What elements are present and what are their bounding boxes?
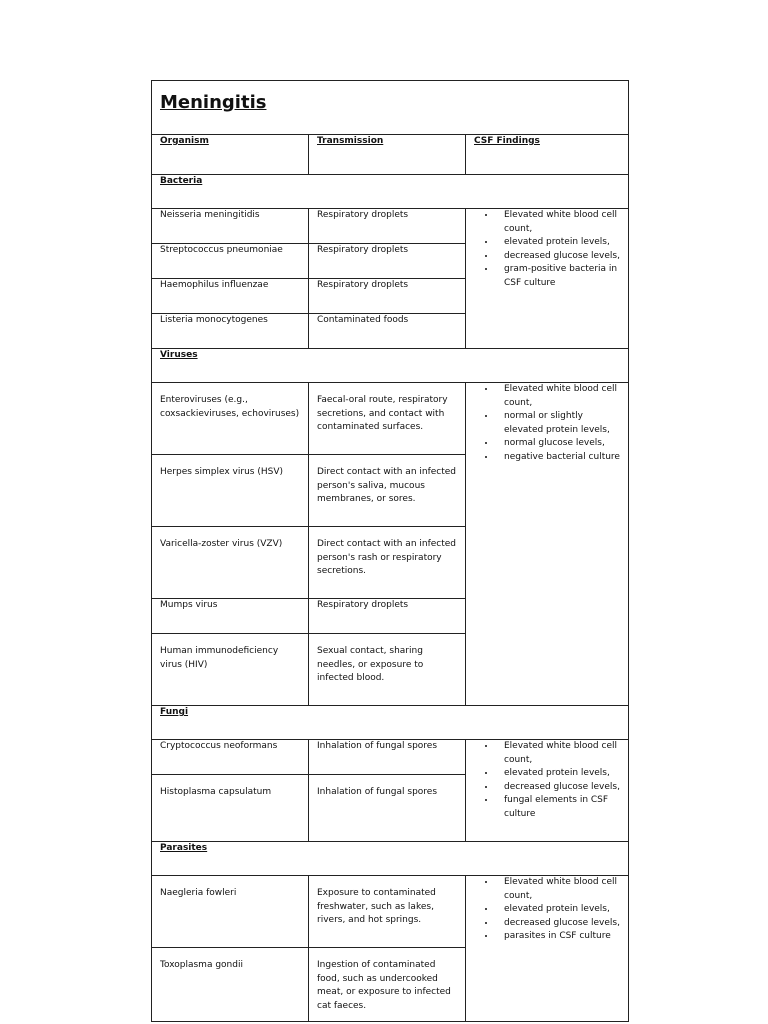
list-item: • decreased glucose levels, — [496, 781, 620, 795]
title-row — [152, 81, 629, 135]
list-item: • elevated protein levels, — [496, 903, 620, 917]
transmission-cell: Direct contact with an infected person's saliva, mucous membranes, or sores. — [309, 455, 466, 527]
list-item: • decreased glucose levels, — [496, 250, 620, 264]
csf-findings-cell — [466, 876, 629, 1022]
organism-cell: Listeria monocytogenes — [152, 314, 309, 349]
section-row-parasites — [152, 842, 629, 876]
organism-cell: Histoplasma capsulatum — [152, 775, 309, 842]
organism-cell: Neisseria meningitidis — [152, 209, 309, 244]
transmission-cell: Inhalation of fungal spores — [309, 740, 466, 775]
organism-cell: Toxoplasma gondii — [152, 948, 309, 1022]
list-item: • decreased glucose levels, — [496, 917, 620, 931]
transmission-cell: Respiratory droplets — [309, 209, 466, 244]
section-title: Fungi — [160, 707, 189, 717]
csf-findings-cell — [466, 209, 629, 349]
list-item: • normal or slightly elevated protein levels, — [496, 410, 620, 437]
organism-cell: Herpes simplex virus (HSV) — [152, 455, 309, 527]
section-title: Viruses — [160, 350, 198, 360]
list-item: • fungal elements in CSF culture — [496, 794, 620, 821]
list-item: • Elevated white blood cell count, — [496, 383, 620, 410]
organism-cell: Human immunodeficiency virus (HIV) — [152, 634, 309, 706]
column-header-transmission: Transmission — [317, 136, 384, 146]
section-title: Parasites — [160, 843, 208, 853]
transmission-cell: Exposure to contaminated freshwater, such as lakes, rivers, and hot springs. — [309, 876, 466, 948]
list-item: • gram-positive bacteria in CSF culture — [496, 263, 620, 290]
list-item: • elevated protein levels, — [496, 236, 620, 250]
list-item: • elevated protein levels, — [496, 767, 620, 781]
csf-findings-list — [474, 209, 620, 290]
transmission-cell: Sexual contact, sharing needles, or exposure to infected blood. — [309, 634, 466, 706]
transmission-cell: Respiratory droplets — [309, 279, 466, 314]
csf-findings-list — [474, 383, 620, 464]
transmission-cell: Inhalation of fungal spores — [309, 775, 466, 842]
csf-findings-list — [474, 740, 620, 821]
list-item: • normal glucose levels, — [496, 437, 620, 451]
section-row-bacteria — [152, 175, 629, 209]
organism-cell: Mumps virus — [152, 599, 309, 634]
transmission-cell: Respiratory droplets — [309, 599, 466, 634]
transmission-cell: Direct contact with an infected person's rash or respiratory secretions. — [309, 527, 466, 599]
organism-cell: Naegleria fowleri — [152, 876, 309, 948]
organism-cell: Cryptococcus neoformans — [152, 740, 309, 775]
organism-cell: Varicella-zoster virus (VZV) — [152, 527, 309, 599]
table-row — [152, 383, 629, 455]
list-item: • parasites in CSF culture — [496, 930, 620, 944]
section-title: Bacteria — [160, 176, 203, 186]
transmission-cell: Ingestion of contaminated food, such as undercooked meat, or exposure to infected cat faeces. — [309, 948, 466, 1022]
section-row-fungi — [152, 706, 629, 740]
column-header-csf-findings: CSF Findings — [474, 136, 540, 146]
table-row — [152, 876, 629, 948]
csf-findings-cell — [466, 383, 629, 706]
header-row — [152, 135, 629, 175]
table-row — [152, 740, 629, 775]
list-item: • Elevated white blood cell count, — [496, 740, 620, 767]
csf-findings-list — [474, 876, 620, 944]
page-title: Meningitis — [160, 92, 267, 113]
transmission-cell: Contaminated foods — [309, 314, 466, 349]
section-row-viruses — [152, 349, 629, 383]
list-item: • Elevated white blood cell count, — [496, 876, 620, 903]
table-row — [152, 209, 629, 244]
organism-cell: Haemophilus influenzae — [152, 279, 309, 314]
column-header-organism: Organism — [160, 136, 209, 146]
list-item: • Elevated white blood cell count, — [496, 209, 620, 236]
organism-cell: Enteroviruses (e.g., coxsackieviruses, echoviruses) — [152, 383, 309, 455]
list-item: • negative bacterial culture — [496, 451, 620, 465]
meningitis-table — [151, 80, 629, 1022]
organism-cell: Streptococcus pneumoniae — [152, 244, 309, 279]
transmission-cell: Faecal-oral route, respiratory secretions, and contact with contaminated surfaces. — [309, 383, 466, 455]
transmission-cell: Respiratory droplets — [309, 244, 466, 279]
csf-findings-cell — [466, 740, 629, 842]
